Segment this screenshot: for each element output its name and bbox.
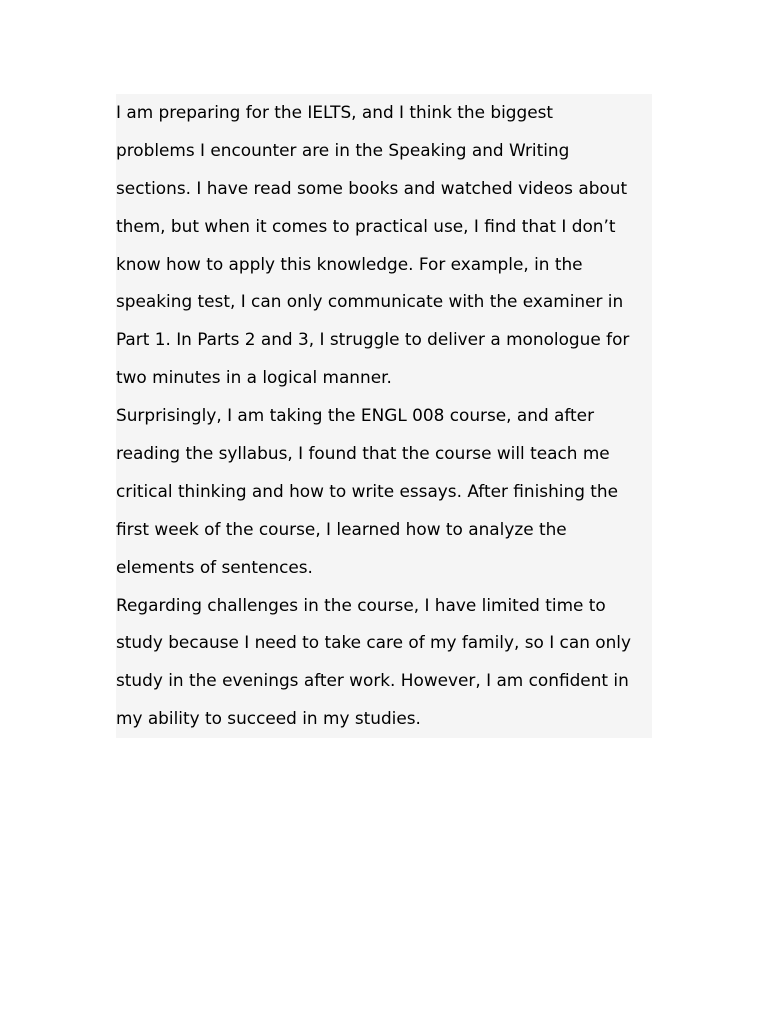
paragraph-2 xyxy=(116,397,652,586)
text-line: Part 1. In Parts 2 and 3, I struggle to deliver a monologue for xyxy=(116,329,630,350)
text-line: Surprisingly, I am taking the ENGL 008 course, and after xyxy=(116,405,595,426)
text-line: reading the syllabus, I found that the course will teach me xyxy=(116,443,610,464)
essay-text-block xyxy=(116,94,652,738)
text-line: study in the evenings after work. However, I am confident in xyxy=(116,670,629,691)
text-line: Regarding challenges in the course, I have limited time to xyxy=(116,594,606,615)
text-line: study because I need to take care of my family, so I can only xyxy=(116,632,631,653)
text-line: sections. I have read some books and watched videos about xyxy=(116,177,628,198)
text-line: critical thinking and how to write essays. After finishing the xyxy=(116,480,619,501)
text-line: speaking test, I can only communicate with the examiner in xyxy=(116,291,624,312)
text-line: know how to apply this knowledge. For example, in the xyxy=(116,253,583,274)
text-line: my ability to succeed in my studies. xyxy=(116,708,421,729)
paragraph-1 xyxy=(116,94,652,397)
text-line: problems I encounter are in the Speaking and Writing xyxy=(116,139,570,160)
text-line: I am preparing for the IELTS, and I think the biggest xyxy=(116,102,554,122)
text-line: them, but when it comes to practical use, I find that I don’t xyxy=(116,215,616,236)
paragraph-3 xyxy=(116,587,652,739)
text-line: elements of sentences. xyxy=(116,556,313,577)
text-line: two minutes in a logical manner. xyxy=(116,367,392,388)
text-line: first week of the course, I learned how to analyze the xyxy=(116,518,567,539)
